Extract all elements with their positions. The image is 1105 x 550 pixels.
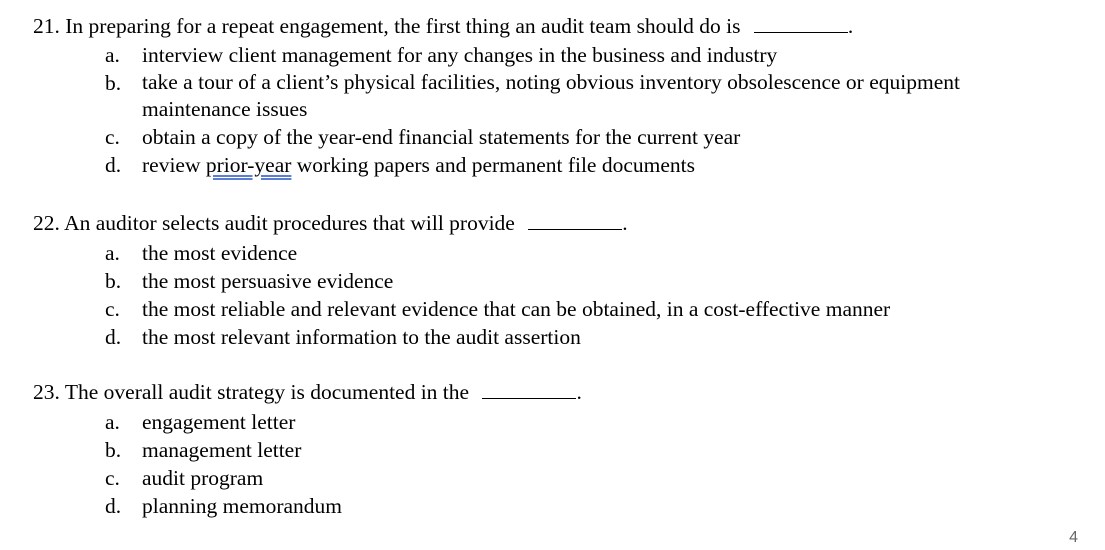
option-letter: c. [105, 125, 120, 149]
question-stem: The overall audit strategy is documented in the [64, 380, 470, 404]
option-a [105, 41, 1062, 69]
option-text: take a tour of a client’s physical facilities, noting obvious inventory obsolescence or equipment maintenance issues [142, 70, 960, 121]
page-number: 4 [1069, 529, 1078, 546]
option-b [105, 69, 1062, 123]
question-number: 23. [33, 380, 60, 404]
option-text: the most persuasive evidence [142, 269, 394, 293]
option-letter: a. [105, 43, 120, 67]
options-list-22 [105, 239, 890, 351]
option-letter: b. [105, 71, 122, 95]
question-stem: An auditor selects audit procedures that will provide [64, 211, 515, 235]
option-b [105, 267, 890, 295]
question-21 [33, 12, 853, 40]
option-text: engagement letter [142, 410, 296, 434]
option-text: audit program [142, 466, 264, 490]
blank-period: . [576, 380, 582, 404]
option-c [105, 123, 1062, 151]
option-text [142, 151, 1062, 179]
option-text: the most reliable and relevant evidence that can be obtained, in a cost-effective manner [142, 297, 891, 321]
option-d [105, 151, 1062, 179]
option-d [105, 492, 342, 520]
option-text: planning memorandum [142, 494, 343, 518]
option-a [105, 239, 890, 267]
answer-blank [528, 210, 622, 230]
answer-blank [754, 13, 848, 33]
option-text: obtain a copy of the year-end financial statements for the current year [142, 125, 741, 149]
spellcheck-marked-word[interactable]: prior-year [205, 153, 292, 177]
option-letter: b. [105, 438, 122, 462]
question-stem: In preparing for a repeat engagement, the first thing an audit team should do is [65, 14, 741, 38]
option-text: management letter [142, 438, 302, 462]
question-number: 21. [33, 14, 60, 38]
options-list-21 [105, 41, 1062, 179]
blank-period: . [847, 14, 854, 38]
option-letter: d. [105, 494, 122, 518]
blank-period: . [622, 211, 628, 235]
option-text-after: working papers and permanent file documents [291, 153, 696, 177]
option-text-before: review [142, 153, 206, 177]
option-letter: c. [105, 466, 120, 490]
option-d [105, 323, 890, 351]
option-letter: a. [105, 410, 120, 434]
options-list-23 [105, 408, 342, 520]
option-b [105, 436, 342, 464]
question-number: 22. [33, 211, 60, 235]
question-22 [33, 209, 628, 237]
option-letter: b. [105, 269, 122, 293]
option-letter: d. [105, 153, 122, 177]
option-letter: c. [105, 297, 120, 321]
option-letter: a. [105, 241, 120, 265]
option-a [105, 408, 342, 436]
answer-blank [482, 379, 576, 399]
option-letter: d. [105, 325, 122, 349]
option-text: interview client management for any changes in the business and industry [142, 43, 778, 67]
question-23 [33, 378, 582, 406]
option-text: the most relevant information to the audit assertion [142, 325, 581, 349]
option-text: the most evidence [142, 241, 298, 265]
option-c [105, 295, 890, 323]
option-c [105, 464, 342, 492]
